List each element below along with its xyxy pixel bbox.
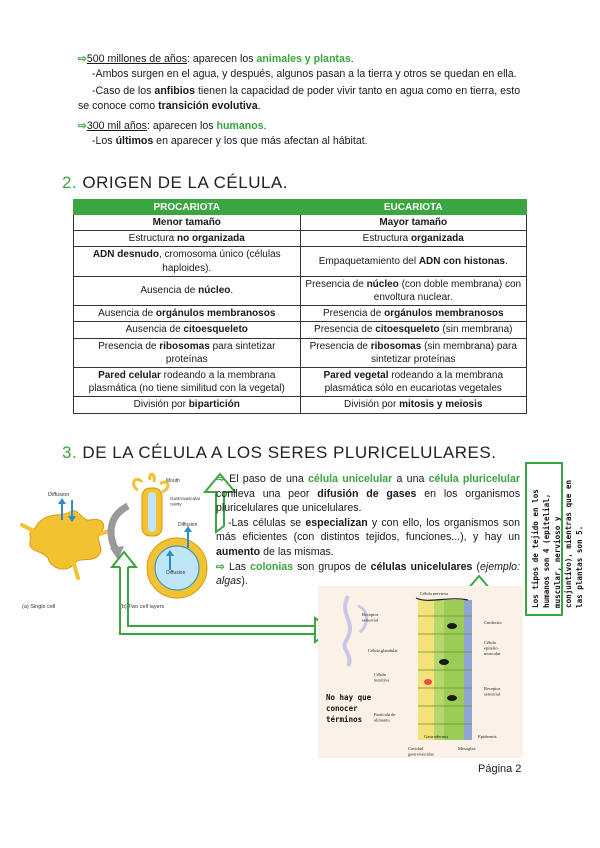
text: : aparecen los [187, 53, 257, 65]
time-label: 300 mil años [86, 120, 147, 132]
table-row [74, 231, 527, 247]
bold-text: núcleo [198, 285, 231, 297]
text: Ausencia de [140, 285, 199, 297]
text: Las [224, 560, 251, 573]
label-gastrodermis: Gastrodermis [424, 734, 449, 739]
para-1 [216, 472, 520, 516]
label-line: nutritiva [374, 677, 390, 683]
side-note-text: Los tipos de tejido en los humanos son 4 (epitelial, muscular, nervioso y conjuntivo), mientras que en las plantas son 5. [531, 479, 584, 608]
cell-procariota [74, 215, 301, 231]
label-single-cell: (a) Single cell [22, 604, 56, 610]
bold-text: Pared vegetal [323, 370, 389, 382]
text: ). [241, 575, 248, 588]
cell-eucariota [300, 215, 527, 231]
cell-procariota [74, 247, 301, 276]
bold-text: ribosomas [159, 340, 210, 352]
label-line: Receptor [362, 612, 379, 617]
bold-text: ribosomas [370, 340, 422, 352]
text: Ausencia de [125, 324, 184, 336]
label-line: Gastrovascular [170, 496, 201, 501]
hydra-tissue-figure [318, 586, 523, 758]
intro-line-500 [78, 52, 524, 67]
table-header-row [74, 200, 527, 215]
highlight: animales y plantas [256, 53, 351, 65]
italic: ejemplo: algas [216, 560, 521, 588]
header-eucariota: EUCARIOTA [300, 200, 527, 215]
label-line: Célula [484, 640, 496, 645]
text: . [504, 256, 508, 267]
figure-note: No hay que conocer términos [326, 693, 372, 724]
arrow-right-icon: ⇨ [78, 120, 87, 132]
label-line: alimento [374, 717, 390, 723]
text: Estructura [362, 233, 412, 245]
text: División por [344, 399, 400, 411]
text: Presencia de [98, 340, 160, 352]
text: (con doble membrana) con envoltura nuclear. [373, 278, 522, 304]
text: rodeando a la membrana plasmática (no tiene similitud con la vegetal) [88, 370, 285, 395]
cell-procariota [74, 397, 301, 413]
label-receptor [362, 612, 379, 623]
label-diffusion: Diffusion [166, 570, 186, 576]
table-row [74, 368, 527, 397]
table-row [74, 338, 527, 367]
label-line: Receptor [484, 686, 501, 691]
label-line: Partícula de [374, 712, 396, 717]
cell-eucariota [300, 247, 527, 276]
bold: aumento [216, 545, 261, 558]
bold-text: orgánulos membranosos [384, 308, 504, 320]
text: y con ello, los organismos son más eficientes (con distintos tejidos, funciones...), y hay un [216, 516, 520, 544]
bold-text: ADN desnudo [92, 249, 159, 261]
page-number: Página 2 [478, 763, 522, 775]
bold: transición evolutiva [158, 99, 258, 112]
label-line: Cavidad [408, 746, 423, 751]
cell-procariota [74, 368, 301, 397]
table-row [74, 276, 527, 305]
text: -Caso de los [92, 85, 155, 97]
nucleus [447, 695, 457, 701]
text: Presencia de [322, 308, 385, 320]
text: -Los [92, 134, 116, 147]
cell-eucariota [300, 276, 527, 305]
cell-procariota [74, 338, 301, 367]
highlight: célula pluricelular [428, 473, 520, 485]
label-line: sensorial [362, 617, 378, 623]
time-label: 500 millones de años [86, 53, 188, 65]
bold-text: Pared celular [98, 370, 161, 382]
section-number: 2. [62, 173, 78, 192]
text: son grupos de [293, 560, 371, 573]
section-3-heading [62, 443, 496, 463]
bold-text: Mayor tamaño [379, 217, 448, 228]
table-row [74, 247, 527, 276]
intro-block [78, 52, 524, 148]
label-receptor [484, 686, 501, 697]
cell-eucariota [300, 322, 527, 338]
label-line: gastrovascular [408, 751, 434, 757]
para-3 [216, 560, 520, 589]
comparison-table [73, 199, 527, 414]
text: rodeando a la membrana plasmática sólo en eucariotas vegetales [324, 370, 504, 395]
text: Ausencia de [98, 308, 156, 320]
highlight: célula unicelular [307, 473, 393, 485]
bold: especializan [305, 516, 368, 529]
text: : aparecen los [146, 120, 217, 132]
side-note-box [525, 462, 584, 616]
bold-text: ADN con histonas [418, 256, 505, 267]
comparison-table-wrap [73, 199, 527, 414]
bold-text: organizada [411, 233, 464, 245]
cell-procariota [74, 231, 301, 247]
text: El paso de una [224, 473, 308, 485]
text: conlleva una peor [216, 487, 318, 500]
cell-procariota [74, 322, 301, 338]
food-particle [424, 679, 432, 685]
bold-text: citoesqueleto [183, 324, 248, 336]
cell-eucariota [300, 338, 527, 367]
label-line: epitelio- [484, 645, 499, 651]
text: Estructura [128, 233, 178, 245]
cell-procariota [74, 306, 301, 322]
label-nerviosa: Célula nerviosa [420, 591, 449, 596]
bold: anfibios [154, 85, 196, 97]
text: . [230, 285, 234, 297]
label-cnidocito: Cnidocito [484, 620, 502, 625]
arrow-right-icon: ⇨ [216, 473, 225, 485]
section-2-heading [62, 173, 288, 193]
text: para sintetizar proteínas [165, 340, 276, 365]
label-line: cavity [170, 501, 182, 507]
text: Presencia de [314, 324, 376, 336]
intro-line-300 [78, 119, 524, 134]
bold-text: orgánulos membranosos [155, 308, 276, 320]
bold-text: no organizada [177, 233, 245, 245]
nucleus [447, 623, 457, 629]
label-mouth: Mouth [166, 478, 180, 484]
text: (sin membrana) para sintetizar proteínas [371, 340, 517, 365]
text: -Las células se [228, 516, 306, 529]
highlight: humanos [216, 120, 264, 132]
text: de las mismas. [260, 545, 334, 558]
bold: células unicelulares [370, 560, 473, 573]
bold-text: bipartición [188, 399, 240, 411]
text: . [257, 99, 261, 112]
table-body [74, 215, 527, 414]
section-number: 3. [62, 443, 78, 462]
intro-line-anfibios [78, 84, 524, 113]
bold-text: Menor tamaño [152, 217, 221, 228]
amoeba-cell [30, 511, 104, 569]
table-row [74, 322, 527, 338]
label-line: muscular [484, 651, 501, 656]
cell-eucariota [300, 231, 527, 247]
bold-text: núcleo [366, 278, 399, 290]
text: tienen la capacidad de poder vivir tanto en agua como en tierra, esto se conoce como [78, 85, 521, 112]
text: a una [392, 473, 429, 485]
text: Empaquetamiento del [318, 256, 419, 267]
header-procariota: PROCARIOTA [74, 200, 301, 215]
section-3-text [216, 472, 520, 589]
cell-eucariota [300, 306, 527, 322]
text: , cromosoma único (células haploides). [158, 249, 281, 274]
bold: últimos [115, 134, 154, 147]
section-title: ORIGEN DE LA CÉLULA. [82, 173, 288, 192]
intro-line-ultimos [78, 134, 524, 149]
arrow-right-icon: ⇨ [78, 53, 87, 65]
label-epidermis: Epidermis [478, 734, 497, 739]
table-row [74, 306, 527, 322]
bold-text: citoesqueleto [375, 324, 440, 336]
text: . [350, 53, 354, 65]
label-line: sensorial [484, 691, 500, 697]
section-title: DE LA CÉLULA A LOS SERES PLURICELULARES. [82, 443, 497, 462]
label-mesoglea: Mesoglea [458, 746, 476, 751]
text: División por [133, 399, 189, 411]
cell-eucariota [300, 368, 527, 397]
bold-text: mitosis y meiosis [399, 399, 483, 411]
text: (sin membrana) [439, 324, 513, 336]
cell-procariota [74, 276, 301, 305]
table-row [74, 215, 527, 231]
text: Presencia de [305, 278, 367, 290]
bold: difusión de gases [317, 487, 417, 500]
text: en aparecer y los que más afectan al hábitat. [153, 134, 368, 147]
green-arrow-up-icon [112, 552, 136, 567]
text: ( [472, 560, 480, 573]
table-row [74, 397, 527, 413]
text: Presencia de [309, 340, 371, 352]
para-2 [216, 516, 520, 560]
intro-line-ambos: -Ambos surgen en el agua, y después, algunos pasan a la tierra y otros se quedan en ella. [92, 67, 517, 80]
label-glandular: Célula glandular [368, 648, 398, 653]
cell-eucariota [300, 397, 527, 413]
highlight: colonias [250, 560, 294, 573]
arrow-up-icon [58, 498, 66, 504]
label-diffusion: Diffusion [178, 522, 198, 528]
nucleus [439, 659, 449, 665]
arrow-right-icon: ⇨ [216, 560, 225, 573]
label-two-cell-layers: (b) Two cell layers [120, 604, 165, 610]
label-line: Célula [374, 672, 386, 677]
text: . [263, 120, 267, 132]
text: en los organismos pluricelulares que unicelulares. [216, 487, 520, 515]
label-diffusion: Diffusion [48, 492, 70, 498]
